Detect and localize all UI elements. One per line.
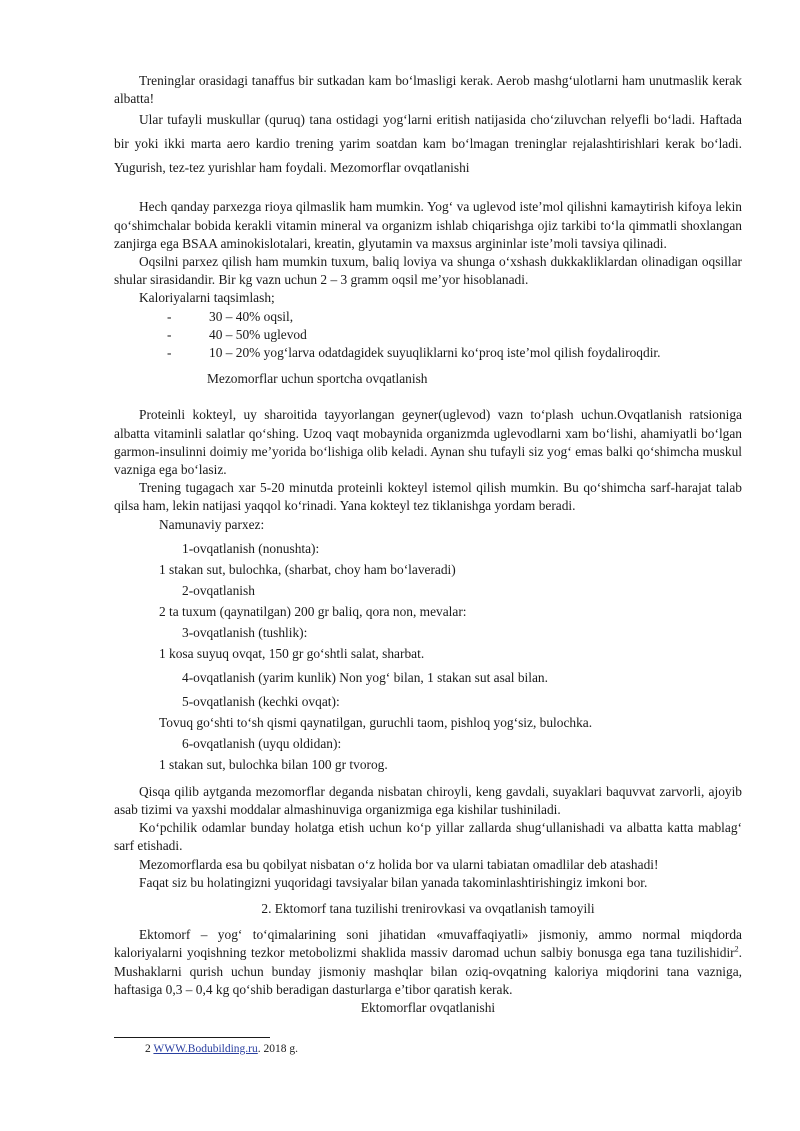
footnote-rest: . 2018 g.: [257, 1043, 299, 1055]
paragraph-rest-interval: Treninglar orasidagi tanaffus bir sutkadan kam bo‘lmasligi kerak. Aerob mashg‘ulotlarni ham unutmaslik kerak albatta!: [114, 73, 742, 107]
footnote-marker: 2: [734, 945, 739, 955]
section-heading-ectomorph-nutrition: Ektomorflar ovqatlanishi: [360, 1000, 496, 1016]
document-page: [114, 72, 742, 1017]
footnote: [145, 1043, 298, 1055]
meal-title: 3-ovqatlanish (tushlik):: [182, 624, 308, 640]
meal-plan: [114, 538, 742, 775]
meal-title: 1-ovqatlanish (nonushta):: [182, 540, 320, 556]
section-heading-sport-nutrition: Mezomorflar uchun sportcha ovqatlanish: [207, 371, 428, 387]
paragraph-protein-shake: Proteinli kokteyl, uy sharoitida tayyorlangan geyner(uglevod) vazn to‘plash uchun.Ovqatlanish ratsioniga albatta vitaminli salatlar qo‘shing. Uzoq vaqt mobaynida organizmda uglevodlarni xam bo‘lishi, ahamiyatli bo‘lgan garmon-insulinni doimiy me’yorida bo‘lishiga olib keladi. Aynan shu tufayli siz yog‘ emas balki qo‘shimcha muskul vazniga ega bo‘lasiz.: [114, 407, 742, 478]
list-item: - 40 – 50% uglevod: [167, 326, 307, 342]
meal-title: 6-ovqatlanish (uyqu oldidan):: [182, 735, 342, 751]
meal-text: 1 kosa suyuq ovqat, 150 gr go‘shtli salat, sharbat.: [159, 645, 425, 661]
list-item: - 10 – 20% yog‘larva odatdagidek suyuqliklarni ko‘proq iste’mol qilish foydaliroqdir.: [167, 345, 661, 361]
meal-title: 5-ovqatlanish (kechki ovqat):: [182, 693, 340, 709]
meal-text: Tovuq go‘shti to‘sh qismi qaynatilgan, guruchli taom, pishloq yog‘siz, bulochka.: [159, 714, 593, 730]
paragraph-improve: Faqat siz bu holatingizni yuqoridagi tavsiyalar bilan yanada takominlashtirishingiz imkoni bor.: [139, 874, 648, 890]
footnote-link[interactable]: WWW.Bodubilding.ru: [153, 1043, 258, 1055]
meal-text: 2 ta tuxum (qaynatilgan) 200 gr baliq, qora non, mevalar:: [159, 603, 467, 619]
paragraph-sample-diet: Namunaviy parxez:: [159, 516, 265, 532]
meal-text: 1 stakan sut, bulochka, (sharbat, choy ham bo‘laveradi): [159, 561, 456, 577]
paragraph-calorie-intro: Kaloriyalarni taqsimlash;: [139, 290, 275, 306]
meal-title: 4-ovqatlanish (yarim kunlik) Non yog‘ bilan, 1 stakan sut asal bilan.: [182, 669, 548, 685]
meal-text: 1 stakan sut, bulochka bilan 100 gr tvorog.: [159, 756, 388, 772]
paragraph-mesomorph-summary: Qisqa qilib aytganda mezomorflar deganda nisbatan chiroyli, keng gavdali, suyaklari baquvvat zarvorli, ajoyib asab tizimi va yaxshi moddalar almashinuviga organizmiga ega kishilar tushiniladi.: [114, 783, 742, 818]
footnote-number: 2: [145, 1043, 151, 1055]
paragraph-protein: Oqsilni parxez qilish ham mumkin tuxum, baliq loviya va shunga o‘xshash dukkakliklardan olinadigan oqsillar shular sirasidandir. Bir kg vazn uchun 2 – 3 gramm oqsil me’yor hisoblanadi.: [114, 254, 742, 288]
paragraph-ectomorph: Ektomorf – yog‘ to‘qimalarining soni jihatidan «muvaffaqiyatli» jismoniy, ammo normal miqdorda kaloriyalarni yoqishning tezkor metobolizmi shaklida massiv daromad uchun salbiy bonusga ega tana tuzilishidir$^2$. Mushaklarni qurish uchun bunday jismoniy mashqlar bilan oziq-ovqatning kaloriya miqdorini tana vazniga, haftasiga 0,3 – 0,4 kg qo‘shib beradigan dasturlarga e’tibor qaratish kerak.: [114, 927, 742, 997]
paragraph-effort: Ko‘pchilik odamlar bunday holatga etish uchun ko‘p yillar zallarda shug‘ullanishadi va albatta katta mablag‘ sarf etishadi.: [114, 820, 742, 854]
paragraph-diet: Hech qanday parxezga rioya qilmaslik ham mumkin. Yog‘ va uglevod iste’mol qilishni kamaytirish kifoya lekin qo‘shimchalar bobida kerakli vitamin mineral va organizm ishlab chiqarishga ojiz tarkibi to‘la qimmatli shoxlangan zanjirga ega BSAA aminokislotalari, kreatin, glyutamin va maxsus argininlar iste’moli tavsiya qilinadi.: [114, 199, 742, 251]
list-item: - 30 – 40% oqsil,: [167, 308, 294, 324]
section-heading-ectomorph: 2. Ektomorf tana tuzilishi trenirovkasi va ovqatlanish tamoyili: [261, 901, 595, 917]
meal-title: 2-ovqatlanish: [182, 582, 255, 598]
paragraph-post-training: Trening tugagach xar 5-20 minutda proteinli kokteyl istemol qilish mumkin. Bu qo‘shimcha sarf-harajat talab qilsa ham, lekin natijasi yaqqol ko‘rinadi. Yana kokteyl tez tiklanishga yordam beradi.: [114, 480, 742, 514]
footnote-divider: [114, 1037, 270, 1038]
calorie-list: [114, 308, 742, 363]
paragraph-natural-ability: Mezomorflarda esa bu qobilyat nisbatan o‘z holida bor va ularni tabiatan omadlilar deb atashadi!: [139, 856, 659, 872]
paragraph-aerobic: Ular tufayli muskullar (quruq) tana ostidagi yog‘larni eritish natijasida cho‘ziluvchan relyefli bo‘ladi. Haftada bir yoki ikki marta aero kardio trening yarim soatdan kam bo‘lmagan treninglar rejalashtirishlari kerak bo‘ladi. Yugurish, tez-tez yurishlar ham foydali. Mezomorflar ovqatlanishi: [114, 112, 742, 176]
